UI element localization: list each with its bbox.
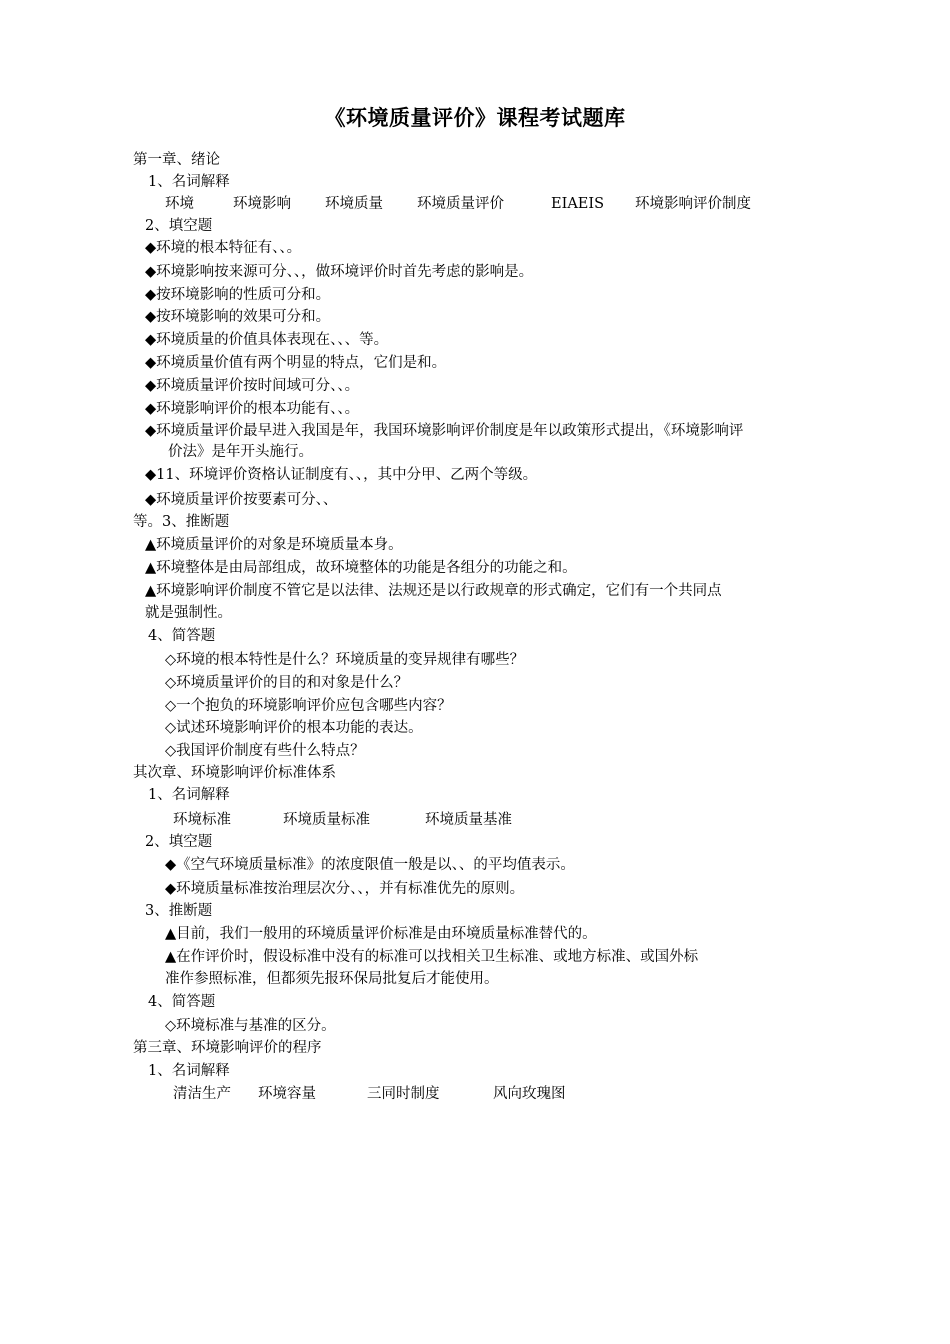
- fill-item: ◆环境影响评价的根本功能有、、。: [145, 401, 360, 417]
- short-answer-item: ◇试述环境影响评价的根本功能的表达。: [165, 720, 423, 736]
- fill-item: ◆环境质量评价按时间域可分、、。: [145, 378, 360, 394]
- short-answer-item: ◇我国评价制度有些什么特点？: [165, 743, 365, 759]
- section-heading: 1、名词解释: [148, 1063, 230, 1079]
- fill-item: ◆按环境影响的效果可分和。: [145, 309, 331, 325]
- fill-item: ◆《空气环境质量标准》的浓度限值一般是以、、的平均值表示。: [165, 857, 575, 873]
- fill-item: ◆环境质量标准按治理层次分、、，并有标准优先的原则。: [165, 881, 525, 897]
- chapter-heading: 其次章、环境影响评价标准体系: [133, 765, 336, 781]
- section-heading: 2、填空题: [145, 834, 213, 850]
- short-answer-item: ◇环境标准与基准的区分。: [165, 1018, 336, 1034]
- judge-item: ▲环境影响评价制度不管它是以法律、法规还是以行政规章的形式确定，它们有一个共同点: [145, 583, 722, 599]
- fill-item: ◆11、环境评价资格认证制度有、、，其中分甲、乙两个等级。: [145, 467, 538, 483]
- chapter-heading: 第一章、绪论: [133, 152, 220, 168]
- fill-item-continuation: 价法》是年开头施行。: [168, 444, 313, 460]
- fill-item: ◆环境的根本特征有、、。: [145, 240, 302, 256]
- term: 环境质量基准: [425, 812, 512, 828]
- section-heading: 4、简答题: [148, 628, 216, 644]
- fill-item: ◆环境质量价值有两个明显的特点，它们是和。: [145, 355, 447, 371]
- term: 环境容量: [258, 1086, 316, 1102]
- term: 环境质量标准: [283, 812, 370, 828]
- term: 环境影响评价制度: [635, 196, 751, 212]
- section-heading: 3、推断题: [145, 903, 213, 919]
- term: 环境: [165, 196, 194, 212]
- short-answer-item: ◇环境的根本特性是什么？环境质量的变异规律有哪些？: [165, 652, 525, 668]
- term: 环境标准: [173, 812, 231, 828]
- section-heading: 2、填空题: [145, 218, 213, 234]
- term: 三同时制度: [367, 1086, 440, 1102]
- term: 风向玫瑰图: [493, 1086, 566, 1102]
- section-heading: 1、名词解释: [148, 787, 230, 803]
- section-heading: 4、简答题: [148, 994, 216, 1010]
- section-heading: 1、名词解释: [148, 174, 230, 190]
- short-answer-item: ◇环境质量评价的目的和对象是什么？: [165, 675, 409, 691]
- chapter-heading: 第三章、环境影响评价的程序: [133, 1040, 322, 1056]
- fill-item: ◆按环境影响的性质可分和。: [145, 287, 331, 303]
- fill-item: ◆环境质量的价值具体表现在、、、等。: [145, 332, 389, 348]
- term: 清洁生产: [173, 1086, 231, 1102]
- term: 环境质量评价: [417, 196, 504, 212]
- short-answer-item: ◇一个抱负的环境影响评价应包含哪些内容？: [165, 698, 452, 714]
- judge-item-continuation: 准作参照标准，但都须先报环保局批复后才能使用。: [165, 971, 499, 987]
- judge-item: ▲环境质量评价的对象是环境质量本身。: [145, 537, 403, 553]
- fill-item: ◆环境质量评价按要素可分、、: [145, 492, 338, 508]
- judge-item: ▲在作评价时，假设标准中没有的标准可以找相关卫生标准、或地方标准、或国外标: [165, 949, 699, 965]
- fill-item: ◆环境质量评价最早进入我国是年，我国环境影响评价制度是年以政策形式提出，《环境影响评: [145, 423, 744, 439]
- document-title: 《环境质量评价》课程考试题库: [324, 106, 626, 130]
- judge-item-continuation: 就是强制性。: [145, 605, 232, 621]
- fill-item: ◆环境影响按来源可分、、，做环境评价时首先考虑的影响是。: [145, 264, 534, 280]
- judge-item: ▲环境整体是由局部组成，故环境整体的功能是各组分的功能之和。: [145, 560, 577, 576]
- judge-item: ▲目前，我们一般用的环境质量评价标准是由环境质量标准替代的。: [165, 926, 597, 942]
- term: 环境质量: [325, 196, 383, 212]
- section-heading: 等。3、推断题: [133, 514, 230, 530]
- term: EIAEIS: [551, 196, 605, 212]
- term: 环境影响: [233, 196, 291, 212]
